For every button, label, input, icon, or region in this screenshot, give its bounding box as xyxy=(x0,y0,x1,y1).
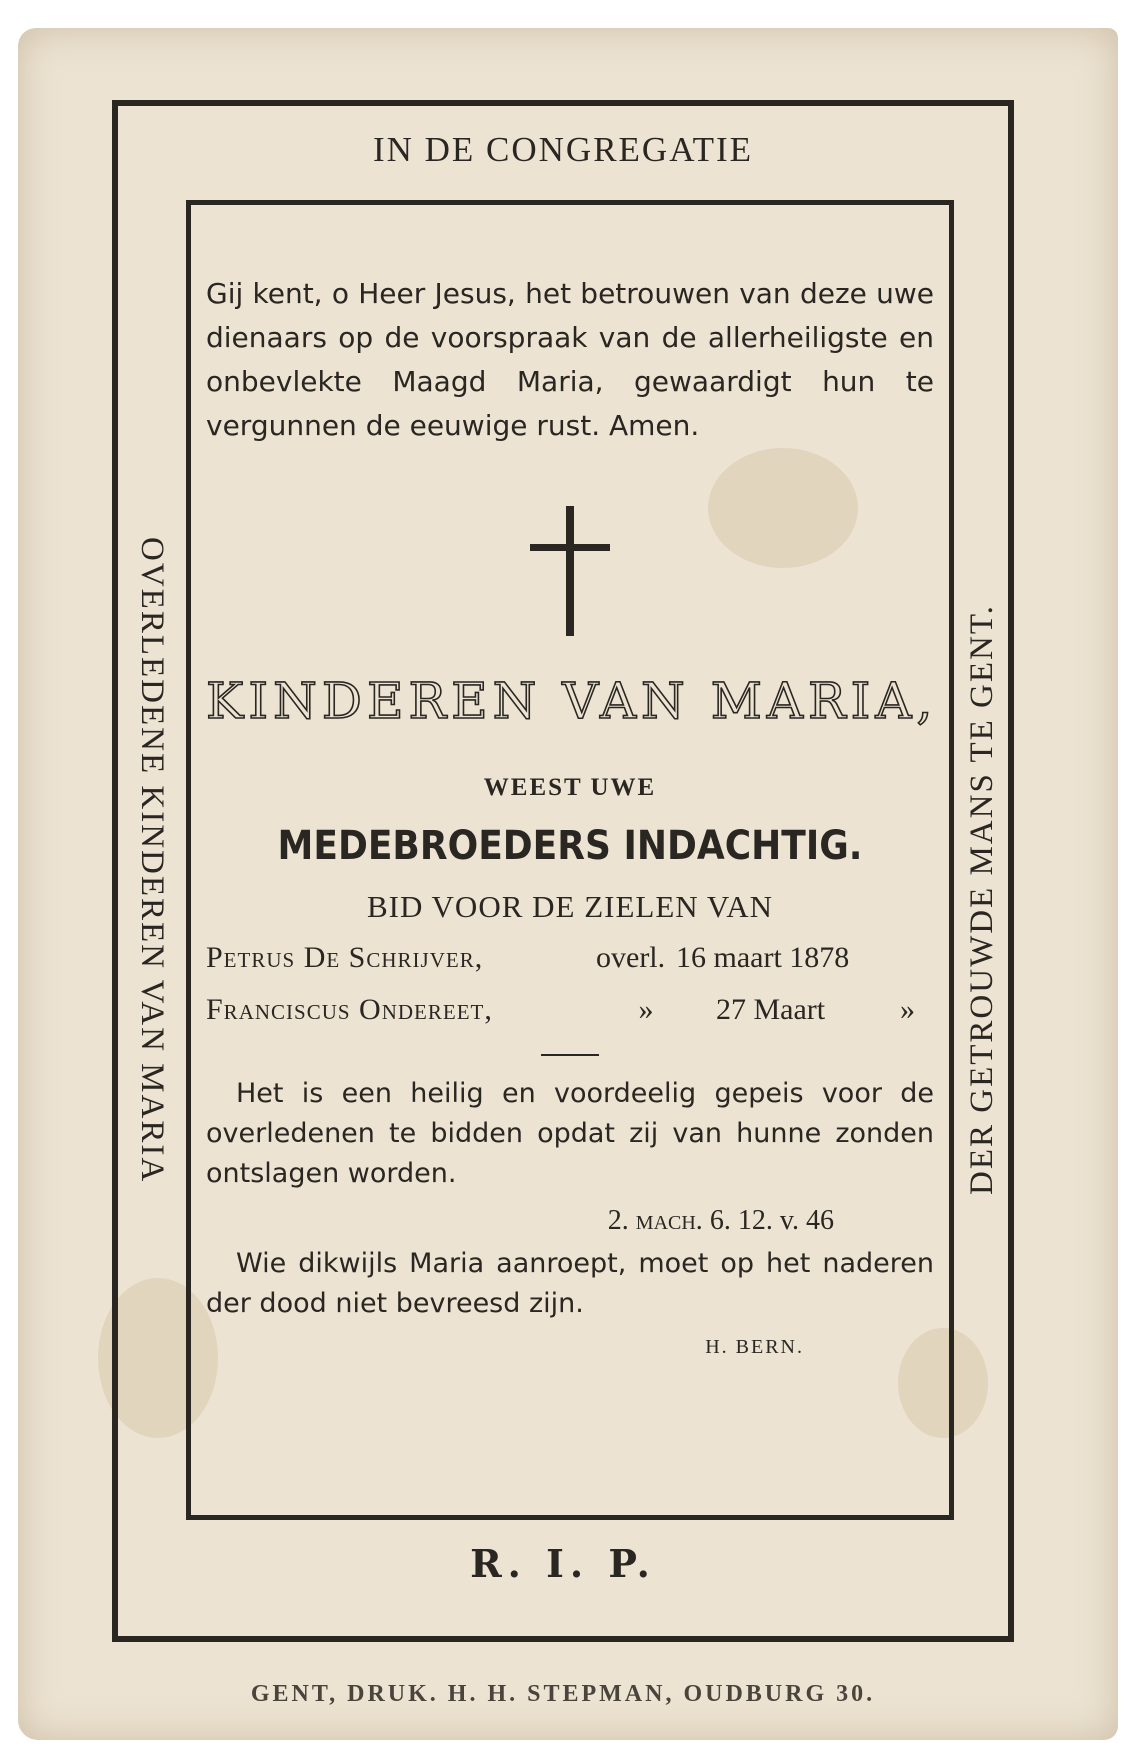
deceased-date: 16 maart 1878 xyxy=(676,941,850,974)
deceased-entry xyxy=(206,984,934,1036)
divider xyxy=(541,1054,599,1056)
quote-paragraph: Wie dikwijls Maria aanroept, moet op het naderen der dood niet bevreesd zijn. xyxy=(206,1248,934,1319)
deceased-entry xyxy=(206,932,934,984)
citation-book: mach. xyxy=(635,1205,703,1236)
deceased-label: overl. xyxy=(596,941,666,974)
deceased-ditto: » xyxy=(900,993,915,1026)
latin-cross-icon xyxy=(530,506,610,636)
deceased-name: Franciscus Ondereet, xyxy=(206,993,493,1026)
citation-reference: 6. 12. v. 46 xyxy=(709,1205,834,1236)
scripture-paragraph: Het is een heilig en voordeelig gepeis voor de overledenen te bidden opdat zij van hunne zonden ontslagen worden. xyxy=(206,1078,934,1189)
scripture-citation xyxy=(206,1198,934,1244)
deceased-date: 27 Maart xyxy=(716,993,826,1026)
deceased-name: Petrus De Schrijver, xyxy=(206,941,484,974)
secondary-heading: MEDEBROEDERS INDACHTIG. xyxy=(277,823,863,869)
main-heading: KINDEREN VAN MARIA, xyxy=(206,672,938,730)
rip-text: R. I. P. xyxy=(470,1541,656,1586)
subheading: WEEST UWE xyxy=(483,774,657,801)
prayer-request-line: BID VOOR DE ZIELEN VAN xyxy=(366,889,774,924)
printer-imprint: GENT, DRUK. H. H. STEPMAN, OUDBURG 30. xyxy=(250,1681,876,1707)
cross-vertical-bar xyxy=(566,506,574,636)
citation-prefix: 2. xyxy=(607,1205,629,1236)
card-content xyxy=(206,272,938,1370)
deceased-label: » xyxy=(638,993,654,1026)
left-side-text: OVERLEDENE KINDEREN VAN MARIA xyxy=(134,536,170,1184)
top-band-text: IN DE CONGREGATIE xyxy=(372,130,754,169)
right-side-text: DER GETROUWDE MANS TE GENT. xyxy=(964,604,1000,1196)
quote-author: H. BERN. xyxy=(705,1336,804,1358)
prayer-text: Gij kent, o Heer Jesus, het betrouwen van deze uwe dienaars op de voorspraak van de allerheiligste en onbevlekte Maagd Maria, gewaardigt hun te vergunnen de eeuwige rust. Amen. xyxy=(206,277,934,442)
cross-horizontal-bar xyxy=(530,544,610,551)
